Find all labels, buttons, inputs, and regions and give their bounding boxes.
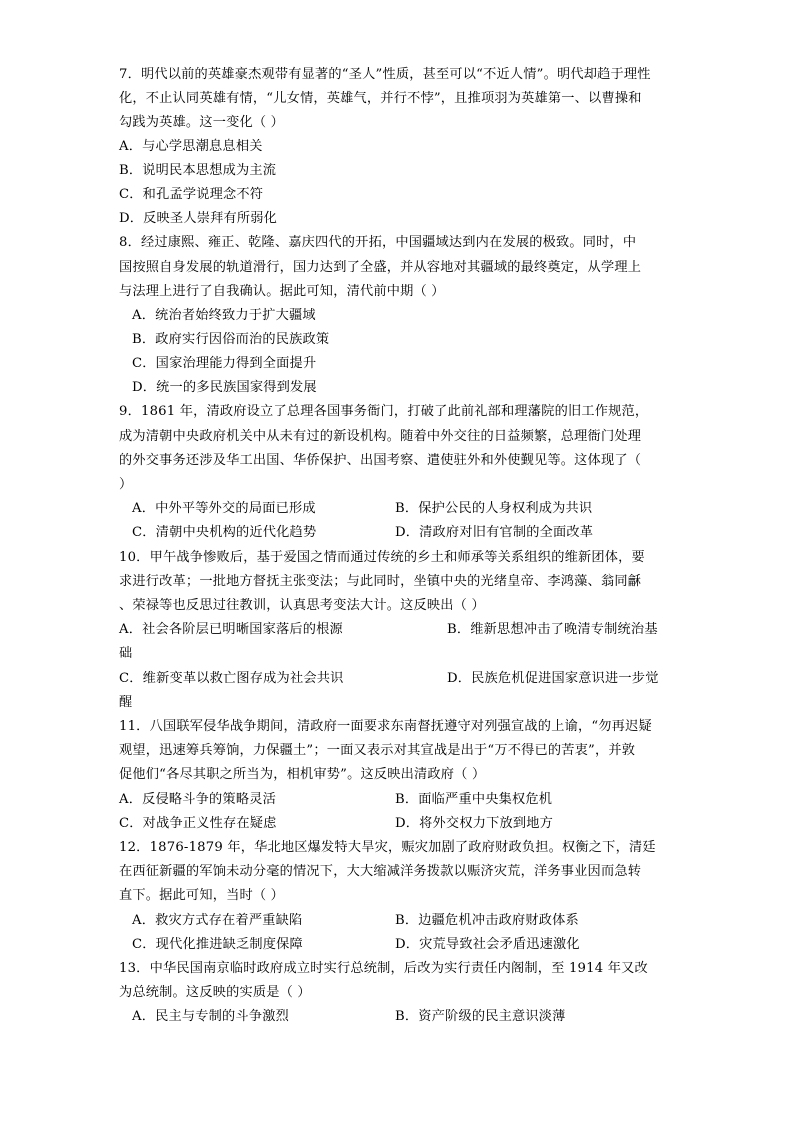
answer-option-d[interactable]: D．将外交权力下放到地方	[395, 816, 554, 831]
answer-option-b[interactable]: B．边疆危机冲击政府财政体系	[395, 913, 579, 928]
question-stem-line: 化，不止认同英雄有情，“儿女情，英雄气，并行不悖”，且推项羽为英雄第一、以曹操和	[119, 91, 642, 106]
question-stem-line: 12．1876-1879 年，华北地区爆发特大旱灾，赈灾加剧了政府财政负担。权衡之下，清廷	[119, 840, 656, 855]
answer-option-c[interactable]: C．和孔孟学说理念不符	[119, 187, 264, 202]
question-stem-line: 国按照自身发展的轨道滑行，国力达到了全盛，并从容地对其疆域的最终奠定，从学理上	[119, 260, 642, 275]
answer-option-d[interactable]: D．民族危机促进国家意识进一步觉	[447, 671, 659, 686]
question-stem-line: 与法理上进行了自我确认。据此可知，清代前中期（ ）	[119, 284, 445, 299]
answer-option-b-continuation: 础	[119, 646, 133, 661]
answer-option-b[interactable]: B．保护公民的人身权利成为共识	[395, 501, 593, 516]
answer-option-a[interactable]: A．反侵略斗争的策略灵活	[119, 792, 276, 807]
question-stem-line: 直下。据此可知，当时（ ）	[119, 888, 285, 903]
answer-option-b[interactable]: B．说明民本思想成为主流	[119, 163, 277, 178]
question-stem-line: 为总统制。这反映的实质是（ ）	[119, 985, 311, 1000]
question-stem-line: 11．八国联军侵华战争期间，清政府一面要求东南督抚遵守对列强宣战的上谕，“勿再迟疑	[119, 719, 652, 734]
answer-option-d[interactable]: D．灾荒导致社会矛盾迅速激化	[395, 937, 580, 952]
answer-option-a[interactable]: A．与心学思潮息息相关	[119, 139, 263, 154]
answer-option-a[interactable]: A．统治者始终致力于扩大疆域	[132, 308, 316, 323]
answer-option-c[interactable]: C．清朝中央机构的近代化趋势	[132, 525, 317, 540]
question-stem-line: 8．经过康熙、雍正、乾隆、嘉庆四代的开拓，中国疆域达到内在发展的极致。同时，中	[119, 235, 637, 250]
answer-option-d[interactable]: D．清政府对旧有官制的全面改革	[395, 525, 594, 540]
answer-option-d-continuation: 醒	[119, 695, 133, 710]
question-stem-line: 勾践为英雄。这一变化（ ）	[119, 115, 285, 130]
answer-option-c[interactable]: C．国家治理能力得到全面提升	[132, 356, 317, 371]
answer-option-a[interactable]: A．民主与专制的斗争激烈	[132, 1009, 289, 1024]
answer-option-b[interactable]: B．政府实行因俗而治的民族政策	[132, 332, 330, 347]
answer-option-d[interactable]: D．统一的多民族国家得到发展	[132, 380, 317, 395]
answer-option-b[interactable]: B．面临严重中央集权危机	[395, 792, 553, 807]
question-stem-line: 促他们“各尽其职之所当为，相机审势”。这反映出清政府（ ）	[119, 767, 486, 782]
question-stem-line: 求进行改革；一批地方督抚主张变法；与此同时，坐镇中央的光绪皇帝、李鸿藻、翁同龢	[119, 574, 642, 589]
answer-option-b[interactable]: B．维新思想冲击了晚清专制统治基	[447, 622, 658, 637]
answer-option-d[interactable]: D．反映圣人崇拜有所弱化	[119, 211, 278, 226]
answer-option-c[interactable]: C．对战争正义性存在疑虑	[119, 816, 277, 831]
answer-option-c[interactable]: C．维新变革以救亡图存成为社会共识	[119, 671, 344, 686]
answer-option-a[interactable]: A．中外平等外交的局面已形成	[132, 501, 316, 516]
question-stem-line: 观望，迅速筹兵筹饷，力保疆土”；一面又表示对其宣战是出于“万不得已的苦衷”，并敦	[119, 743, 636, 758]
question-stem-line: 成为清朝中央政府机关中从未有过的新设机构。随着中外交往的日益频繁，总理衙门处理	[119, 429, 642, 444]
question-stem-line: ）	[119, 477, 133, 492]
answer-option-b[interactable]: B．资产阶级的民主意识淡薄	[395, 1009, 566, 1024]
question-stem-line: 的外交事务还涉及华工出国、华侨保护、出国考察、遣使驻外和外使觐见等。这体现了（	[119, 453, 642, 468]
question-stem-line: 、荣禄等也反思过往教训，认真思考变法大计。这反映出（ ）	[119, 598, 485, 613]
question-stem-line: 10．甲午战争惨败后，基于爱国之情而通过传统的乡土和师承等关系组织的维新团体，要	[119, 550, 645, 565]
question-stem-line: 9．1861 年，清政府设立了总理各国事务衙门，打破了此前礼部和理藩院的旧工作规范，	[119, 404, 649, 419]
question-stem-line: 在西征新疆的军饷未动分毫的情况下，大大缩减洋务拨款以赈济灾荒，洋务事业因而急转	[119, 864, 642, 879]
answer-option-a[interactable]: A．救灾方式存在着严重缺陷	[132, 913, 303, 928]
question-stem-line: 7．明代以前的英雄豪杰观带有显著的“圣人”性质，甚至可以“不近人情”。明代却趋于理性	[119, 67, 651, 82]
question-stem-line: 13．中华民国南京临时政府成立时实行总统制，后改为实行责任内阁制，至 1914 年又改	[119, 961, 648, 976]
answer-option-a[interactable]: A．社会各阶层已明晰国家落后的根源	[119, 622, 343, 637]
answer-option-c[interactable]: C．现代化推进缺乏制度保障	[132, 937, 303, 952]
